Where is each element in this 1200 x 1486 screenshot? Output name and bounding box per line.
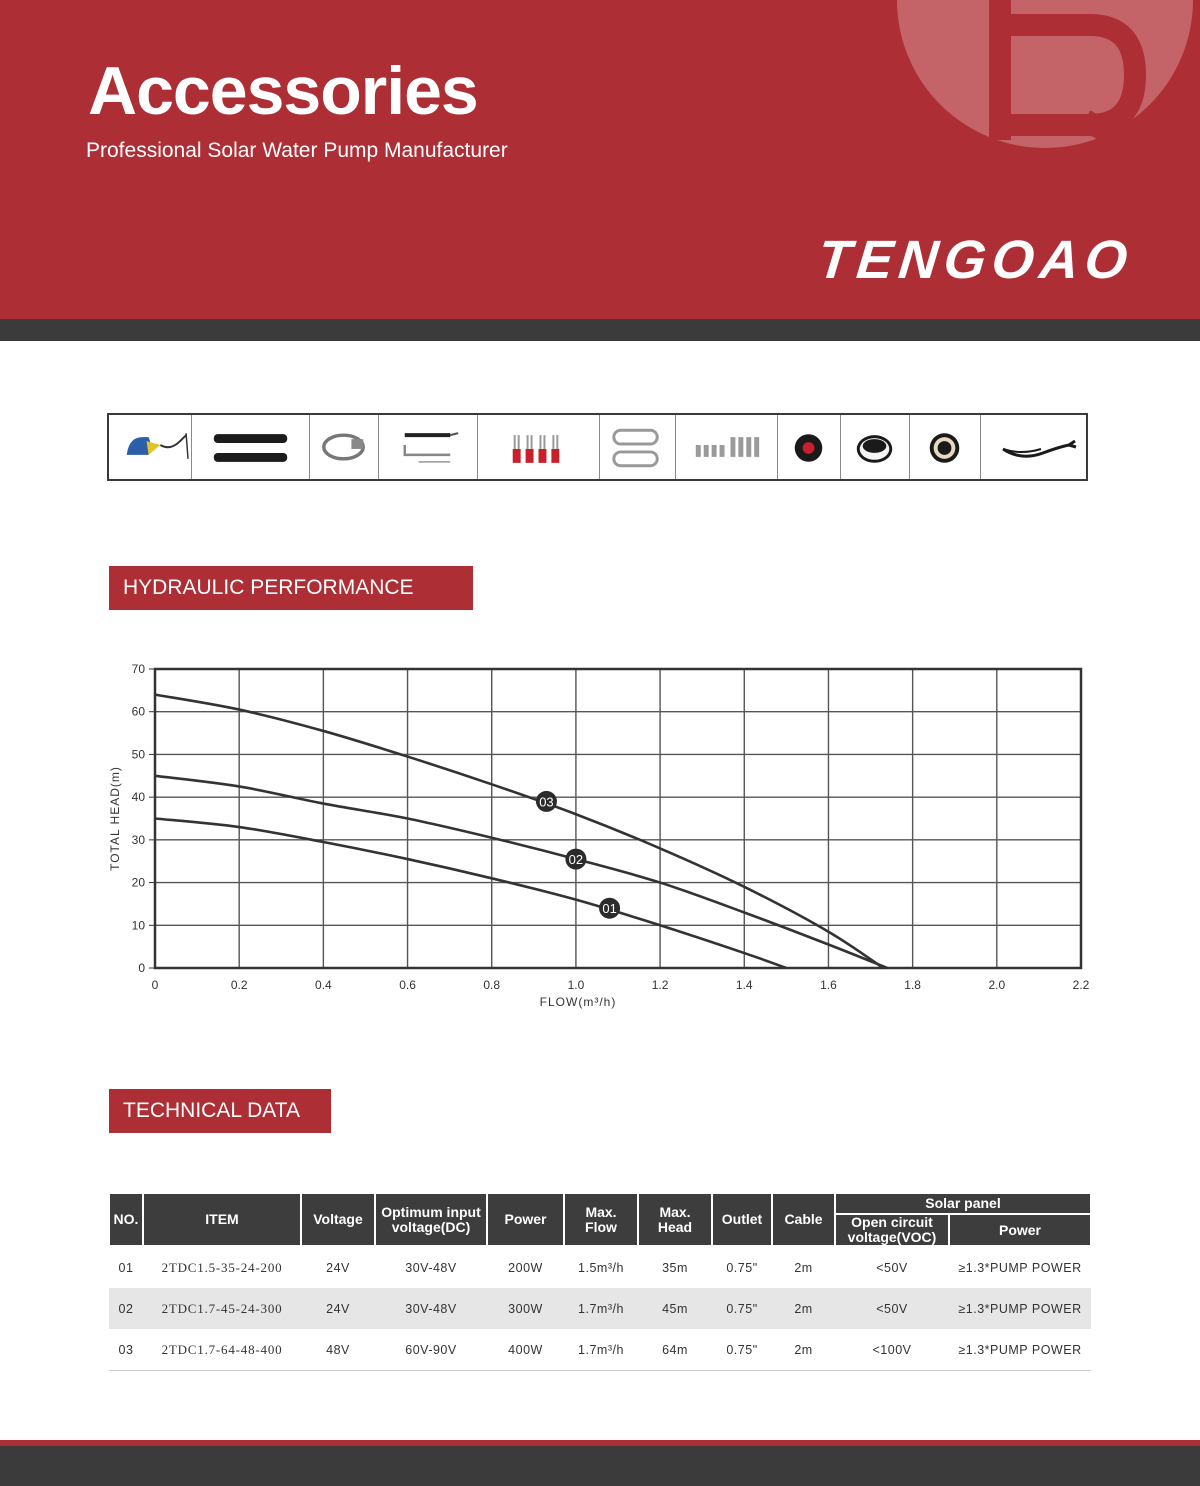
cell-head: 35m <box>662 1260 688 1275</box>
cell-cable: 2m <box>772 1329 835 1371</box>
technical-data-table <box>108 1192 1092 1371</box>
cell-no: 02 <box>109 1288 143 1329</box>
curves-section-label: HYDRAULIC PERFORMANCE CURVES <box>109 566 473 610</box>
x-tick-label: 2.0 <box>988 978 1006 992</box>
plot-frame <box>155 669 1081 968</box>
ptfe-tape-icon <box>841 415 910 479</box>
cell-voltage: 24V <box>326 1260 350 1275</box>
header-max-head <box>638 1193 712 1246</box>
series-line-02 <box>155 776 887 968</box>
y-axis-label: TOTAL HEAD(m) <box>108 766 122 871</box>
header-voc-line1: Open circuit <box>851 1214 933 1230</box>
cell-panel-power: ≥1.3*PUMP POWER <box>958 1260 1082 1275</box>
cell-voltage: 48V <box>301 1329 375 1371</box>
cell-optimum: 30V-48V <box>375 1288 487 1329</box>
header-voc <box>835 1214 949 1246</box>
y-tick-label: 50 <box>131 747 145 762</box>
header-power: Power <box>487 1193 564 1246</box>
header-voc-line2: voltage(VOC) <box>847 1229 937 1245</box>
cell-outlet: 0.75" <box>712 1288 772 1329</box>
header-voltage: Voltage <box>301 1193 375 1246</box>
hex-key-tools-icon <box>379 415 478 479</box>
header-max-flow <box>564 1193 638 1246</box>
cable-icon <box>981 415 1086 479</box>
x-tick-label: 1.2 <box>651 978 669 992</box>
cell-panel-power: ≥1.3*PUMP POWER <box>949 1288 1091 1329</box>
header-no: NO. <box>109 1193 143 1246</box>
header-max-flow-line2: Flow <box>585 1218 617 1235</box>
cell-flow: 1.7m³/h <box>564 1288 638 1329</box>
header-max-head-line2: Head <box>657 1218 693 1235</box>
header-optimum-line2: voltage(DC) <box>391 1218 471 1235</box>
y-tick-label: 20 <box>131 875 145 890</box>
cell-item: 2TDC1.7-64-48-400 <box>143 1329 301 1371</box>
cell-voltage: 24V <box>301 1288 375 1329</box>
table-row <box>109 1246 1091 1288</box>
header-outlet: Outlet <box>712 1193 772 1246</box>
cell-head: 45m <box>638 1288 712 1329</box>
spade-terminals-icon <box>478 415 600 479</box>
cell-cable: 2m <box>794 1260 813 1275</box>
header-optimum-line1: Optimum input <box>381 1203 481 1220</box>
cell-optimum: 30V-48V <box>405 1260 457 1275</box>
series-label-01: 01 <box>602 901 617 917</box>
cell-cable: 2m <box>772 1288 835 1329</box>
y-tick-label: 60 <box>131 704 145 719</box>
header-max-head-line1: Max. <box>659 1203 691 1220</box>
page-subtitle: Professional Solar Water Pump Manufacturer <box>86 139 508 162</box>
x-tick-label: 1.0 <box>567 978 585 992</box>
y-tick-label: 0 <box>138 961 145 975</box>
y-tick-label: 40 <box>131 790 145 805</box>
cell-no: 03 <box>109 1329 143 1371</box>
cell-head: 64m <box>638 1329 712 1371</box>
header-optimum-voltage <box>375 1193 487 1246</box>
float-switch-icon <box>109 415 192 479</box>
cell-optimum: 60V-90V <box>375 1329 487 1371</box>
x-tick-label: 0.6 <box>399 978 416 992</box>
cell-power: 200W <box>508 1260 543 1275</box>
cell-voc: <50V <box>876 1260 908 1275</box>
x-tick-label: 0.4 <box>315 978 332 992</box>
page-title: Accessories <box>88 53 478 129</box>
cell-item: 2TDC1.7-45-24-300 <box>143 1288 301 1329</box>
brand-logo-text: TENGOAO <box>814 230 1137 290</box>
header-item: ITEM <box>143 1193 301 1246</box>
y-tick-label: 30 <box>131 832 145 847</box>
brand-logo-mark-icon <box>895 0 1195 150</box>
y-tick-label: 10 <box>131 918 145 933</box>
heat-shrink-tubes-icon <box>192 415 310 479</box>
cell-power: 400W <box>487 1329 564 1371</box>
page-header <box>0 0 1200 319</box>
cell-flow: 1.5m³/h <box>578 1260 624 1275</box>
cell-panel-power: ≥1.3*PUMP POWER <box>949 1329 1091 1371</box>
cell-outlet: 0.75" <box>726 1260 758 1275</box>
cell-no: 01 <box>118 1260 134 1275</box>
series-label-02: 02 <box>568 852 584 868</box>
cell-power: 300W <box>487 1288 564 1329</box>
hose-clamp-icon <box>310 415 379 479</box>
cell-item: 2TDC1.5-35-24-200 <box>161 1259 283 1275</box>
cell-outlet: 0.75" <box>712 1329 772 1371</box>
carabiner-hooks-icon <box>600 415 676 479</box>
x-tick-label: 0 <box>151 978 159 992</box>
bolts-and-nuts-icon <box>676 415 778 479</box>
table-row <box>109 1329 1091 1371</box>
y-tick-label: 70 <box>131 662 145 676</box>
header-cable: Cable <box>772 1193 835 1246</box>
insulating-tape-icon <box>778 415 841 479</box>
cell-flow: 1.7m³/h <box>564 1329 638 1371</box>
header-solar-panel: Solar panel <box>835 1193 1091 1214</box>
header-panel-power: Power <box>949 1214 1091 1246</box>
x-tick-label: 1.8 <box>904 978 921 992</box>
cell-voc: <50V <box>835 1288 949 1329</box>
footer-bar <box>0 1446 1200 1486</box>
x-tick-label: 0.2 <box>230 978 248 992</box>
self-fusing-tape-icon <box>910 415 981 479</box>
x-tick-label: 2.2 <box>1072 978 1090 992</box>
x-tick-label: 0.8 <box>483 978 501 992</box>
header-max-flow-line1: Max. <box>585 1203 617 1220</box>
accessories-strip <box>107 413 1088 481</box>
x-axis-label: FLOW(m³/h) <box>539 995 617 1009</box>
header-strip <box>0 319 1200 341</box>
x-tick-label: 1.4 <box>735 978 753 992</box>
table-row <box>109 1288 1091 1329</box>
tech-section-label: TECHNICAL DATA <box>109 1089 331 1133</box>
performance-chart <box>100 655 1100 1020</box>
cell-voc: <100V <box>835 1329 949 1371</box>
series-label-03: 03 <box>539 794 554 810</box>
x-tick-label: 1.6 <box>820 978 837 992</box>
